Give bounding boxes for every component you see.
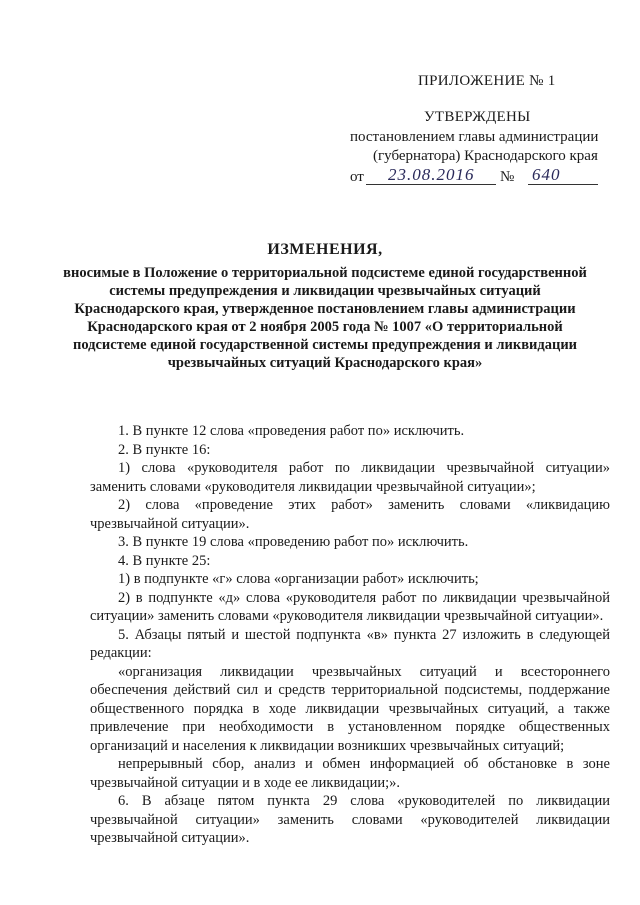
approval-line-2: (губернатора) Краснодарского края (373, 148, 598, 164)
paragraph-2: 2. В пункте 16: (118, 441, 211, 458)
approved-label: УТВЕРЖДЕНЫ (424, 109, 531, 125)
handwritten-number: 640 (532, 165, 561, 184)
paragraph-3: 1) слова «руководителя работ по ликвидации чрезвычайной ситуации» заменить словами «руководителя ликвидации чрезвычайной ситуации»; (90, 460, 610, 495)
number-underline (528, 184, 598, 185)
paragraph-8: 2) в подпункте «д» слова «руководителя работ по ликвидации чрезвычайной ситуации» заменить словами «руководителя ликвидации чрезвычайной ситуации». (90, 589, 610, 624)
paragraph-1: 1. В пункте 12 слова «проведения работ по» исключить. (118, 423, 465, 439)
date-underline (366, 184, 496, 185)
paragraph-11: непрерывный сбор, анализ и обмен информацией об обстановке в зоне чрезвычайной ситуации и в ходе ее ликвидации;». (90, 756, 610, 791)
approval-line-1: постановлением главы администрации (350, 129, 599, 145)
title-heading: ИЗМЕНЕНИЯ, (267, 241, 383, 258)
approval-date-line (350, 165, 600, 190)
paragraph-5: 3. В пункте 19 слова «проведению работ по» исключить. (118, 534, 469, 550)
number-label: № (500, 169, 515, 185)
document-body (90, 422, 610, 848)
document-title (60, 240, 590, 372)
paragraph-10: «организация ликвидации чрезвычайных ситуаций и всестороннего обеспечения действий сил и средств территориальной подсистемы, поддержание общественного порядка в ходе ликвидации чрезвычайных ситуаций, а также привлечение при необходимости в установленном порядке общественных организаций и населения к ликвидации возникших чрезвычайных ситуаций; (90, 663, 610, 754)
paragraph-12: 6. В абзаце пятом пункта 29 слова «руководителей по ликвидации чрезвычайной ситуации» заменить словами «руководителей ликвидации чрезвычайной ситуации». (90, 793, 610, 846)
paragraph-6: 4. В пункте 25: (118, 552, 211, 569)
paragraph-4: 2) слова «проведение этих работ» заменить словами «ликвидацию чрезвычайной ситуации». (90, 497, 610, 532)
from-label: от (350, 169, 364, 185)
title-subtitle: вносимые в Положение о территориальной подсистеме единой государственной системы предупреждения и ликвидации чрезвычайных ситуаций Краснодарского края, утвержденное постановлением главы администрации Краснодарского края от 2 ноября 2005 года № 1007 «О территориальной подсистеме единой государственной системы предупреждения и ликвидации чрезвычайных ситуаций Краснодарского края» (63, 265, 587, 371)
paragraph-9: 5. Абзацы пятый и шестой подпункта «в» пункта 27 изложить в следующей редакции: (90, 626, 610, 661)
appendix-label: ПРИЛОЖЕНИЕ № 1 (418, 73, 556, 89)
handwritten-date: 23.08.2016 (388, 165, 475, 184)
paragraph-7: 1) в подпункте «г» слова «организации работ» исключить; (118, 571, 479, 587)
